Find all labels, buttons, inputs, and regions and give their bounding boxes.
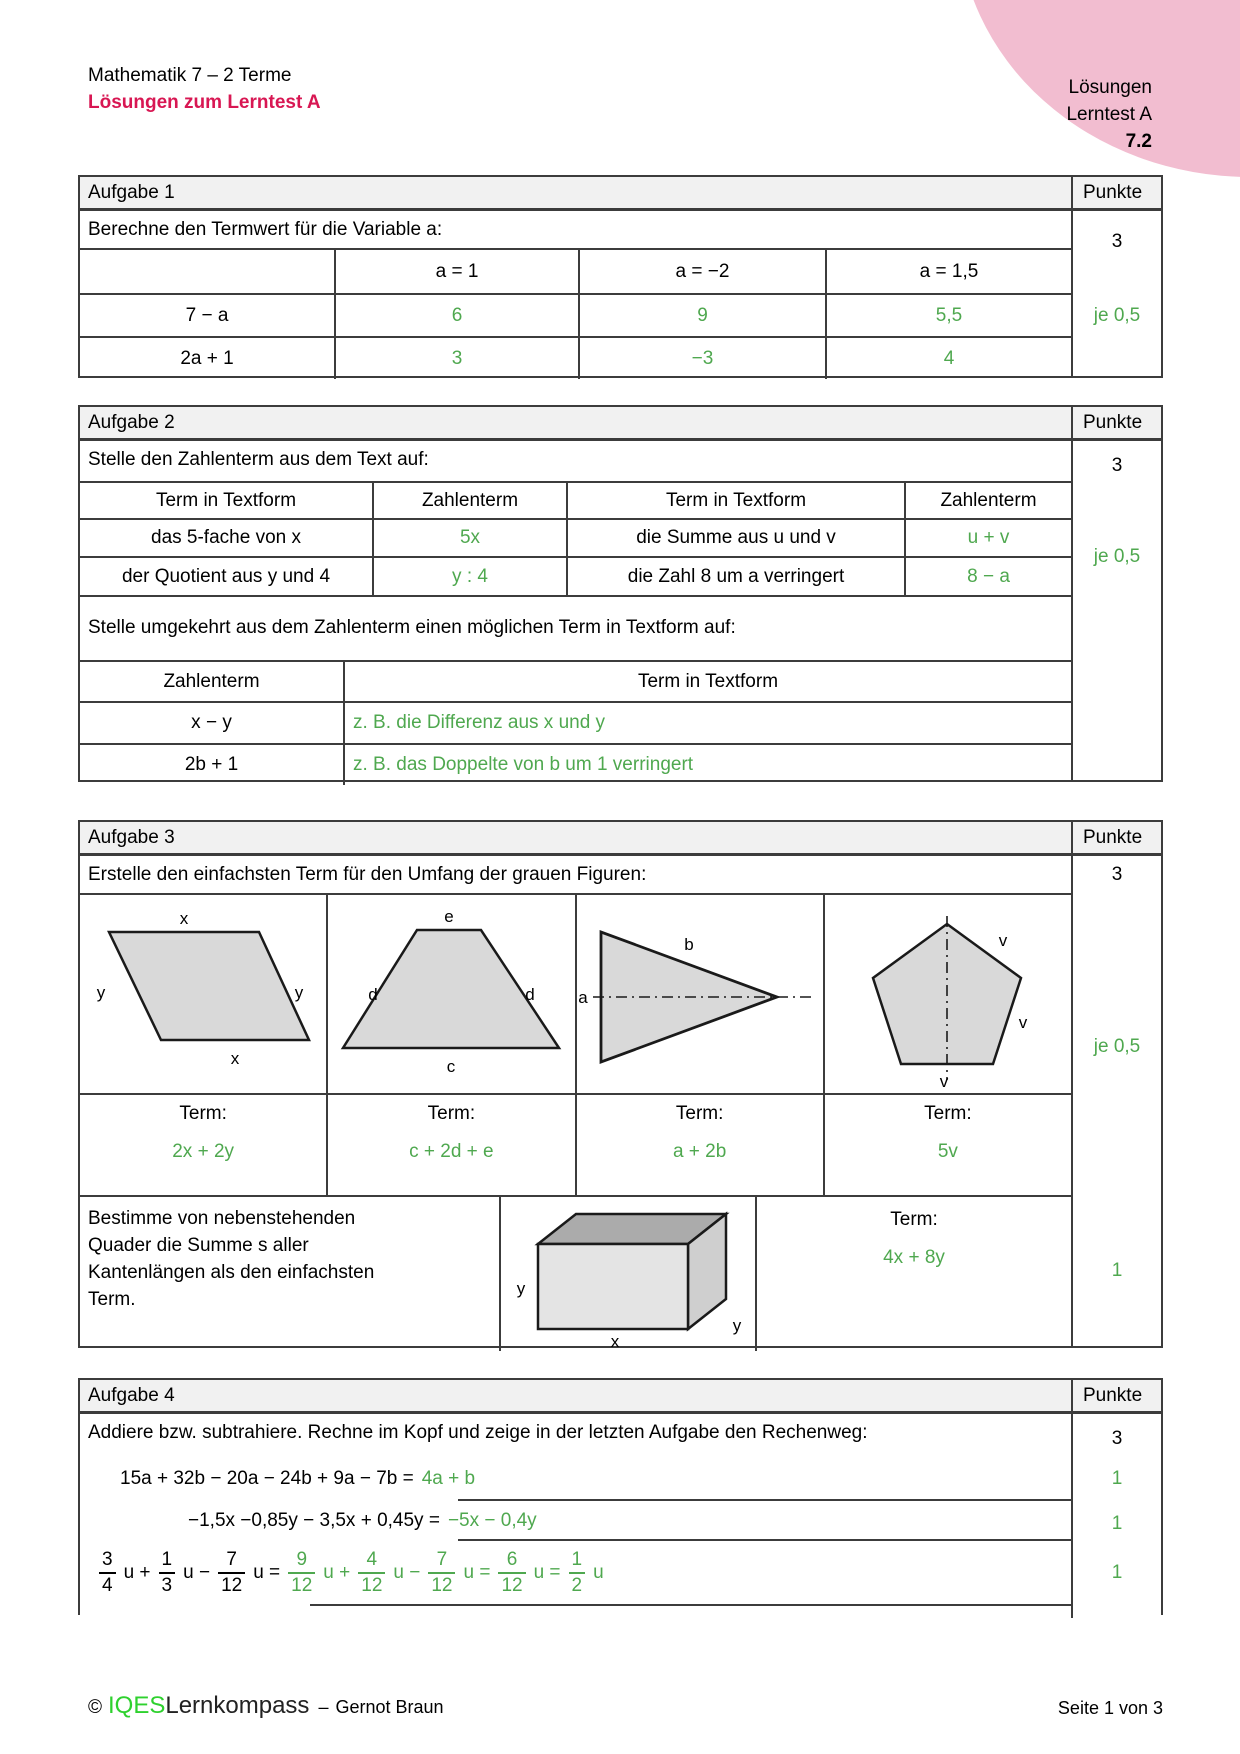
term-cell-pentagon: [823, 1095, 1071, 1195]
task4-instruction: Addiere bzw. subtrahiere. Rechne im Kopf und zeige in der letzten Aufgabe den Rechenweg:: [88, 1422, 868, 1443]
edge-label: v: [999, 931, 1008, 950]
figure-parallelogram: [80, 895, 326, 1093]
parallelogram-drawing: [81, 898, 326, 1090]
task2-table1-headers: [80, 483, 1071, 519]
task2-table1-row-2: [80, 557, 1071, 595]
edge-label: y: [96, 983, 105, 1002]
quader-text-line: Term.: [88, 1289, 136, 1310]
task2-col-header: Zahlenterm: [905, 483, 1071, 519]
brand-lernkompass: Lernkompass: [165, 1692, 310, 1719]
task2-answer-cell: z. B. die Differenz aus x und y: [344, 702, 1071, 744]
task2-term-text-table: [80, 660, 1071, 785]
task1-points-header: Punkte: [1071, 177, 1161, 208]
corner-line-loesungen: Lösungen: [1068, 77, 1152, 98]
task4-equation-3: $\frac{3}{4}$ u + $\frac{1}{3}$ u − $\frac{7}{12}$ u = $\frac{9}{12}$ u + $\frac{4}{12}$ u − $\frac{7}{12}$ u = $\frac{6}{12}$ u = $\frac{1}{2}$ u: [80, 1541, 1071, 1606]
term-answer: a + 2b: [672, 1141, 727, 1162]
task3-quader-row: [80, 1195, 1071, 1351]
task1-row-2: [80, 337, 1071, 379]
fraction: $\frac{3}{4}$: [99, 1548, 116, 1598]
task1-col-header-a1: a = 1: [335, 250, 579, 294]
task2-col-header: Term in Textform: [344, 662, 1071, 702]
term-answer: 5v: [937, 1141, 958, 1162]
page-header: [88, 62, 321, 116]
task1-answer-cell: 5,5: [826, 294, 1071, 337]
task2-term-cell: x − y: [80, 702, 344, 744]
brand-iqes: IQES: [108, 1692, 166, 1719]
corner-line-chapter: 7.2: [1125, 131, 1152, 152]
term-label: Term:: [179, 1103, 227, 1124]
term-label: Term:: [427, 1103, 476, 1124]
task2-table2-row-2: [80, 744, 1071, 785]
quader-text-line: Bestimme von nebenstehenden: [88, 1208, 356, 1229]
edge-label: x: [230, 1049, 239, 1068]
quader-text-line: Kantenlängen als den einfachsten: [88, 1262, 375, 1283]
task3-instruction: Erstelle den einfachsten Term für den Umfang der grauen Figuren:: [88, 864, 647, 885]
task1-points-column: [1071, 211, 1161, 377]
term-cell-triangle: [575, 1095, 823, 1195]
task3-points-header: Punkte: [1071, 822, 1161, 853]
term-label: Term:: [890, 1209, 938, 1230]
task1-instruction: Berechne den Termwert für die Variable a:: [88, 219, 443, 240]
figure-trapezoid: [326, 895, 574, 1093]
edge-label: y: [732, 1316, 742, 1335]
task4-table: [78, 1378, 1163, 1615]
term-answer: 4x + 8y: [883, 1247, 945, 1268]
trapezoid-drawing: [329, 898, 574, 1090]
task2-table1-row-1: [80, 519, 1071, 557]
quader-term-cell: [755, 1197, 1071, 1351]
document-title: Lösungen zum Lerntest A: [88, 92, 321, 113]
task1-title: Aufgabe 1: [88, 182, 175, 203]
fraction: $\frac{1}{3}$: [159, 1548, 176, 1598]
task2-answer-cell: 5x: [373, 519, 567, 557]
task4-points-eq3: 1: [1111, 1562, 1123, 1583]
task3-term-row: [80, 1093, 1071, 1195]
edge-label: x: [179, 909, 188, 928]
term-answer: c + 2d + e: [409, 1141, 494, 1162]
figure-pentagon: [823, 895, 1071, 1093]
fraction: $\frac{6}{12}$: [498, 1548, 525, 1598]
task1-term-cell: 7 − a: [80, 294, 335, 337]
task1-answer-cell: 9: [579, 294, 826, 337]
edge-label: b: [684, 935, 694, 954]
task1-answer-cell: 3: [335, 337, 579, 379]
task2-col-header: Term in Textform: [567, 483, 905, 519]
task2-points-column: [1071, 441, 1161, 781]
footer-separator: –: [318, 1697, 329, 1717]
task2-col-header: Zahlenterm: [80, 662, 344, 702]
task1-header-row: [80, 177, 1161, 211]
edge-label: d: [368, 985, 378, 1004]
task1-answer-cell: −3: [579, 337, 826, 379]
fraction: $\frac{9}{12}$: [288, 1548, 315, 1598]
task1-row-1: [80, 294, 1071, 337]
page-number: Seite 1 von 3: [1057, 1698, 1163, 1718]
task2-text-cell: die Summe aus u und v: [567, 519, 905, 557]
task2-table2-headers: [80, 662, 1071, 702]
task3-points-total: 3: [1111, 864, 1123, 885]
equation-problem: −1,5x −0,85y − 3,5x + 0,45y =: [188, 1510, 440, 1531]
quader-text-line: Quader die Summe s aller: [88, 1235, 309, 1256]
edge-label: y: [516, 1279, 526, 1298]
task1-term-cell: 2a + 1: [80, 337, 335, 379]
task1-header-cells: [80, 250, 1071, 294]
footer: [88, 1692, 444, 1720]
term-label: Term:: [924, 1103, 972, 1124]
edge-label: a: [578, 988, 588, 1007]
term-cell-parallelogram: [80, 1095, 326, 1195]
task2-answer-cell: 8 − a: [905, 557, 1071, 595]
task4-equation-1: [80, 1455, 1071, 1501]
task4-title: Aufgabe 4: [88, 1385, 175, 1406]
edge-label: e: [444, 907, 454, 926]
figure-cuboid: [499, 1197, 755, 1351]
edge-label: v: [1019, 1013, 1028, 1032]
term-label: Term:: [675, 1103, 724, 1124]
task4-points-eq1: 1: [1111, 1468, 1123, 1489]
task2-text-term-table: [80, 481, 1071, 597]
task2-table2-row-1: [80, 702, 1071, 744]
task1-value-table: [80, 248, 1071, 379]
task2-answer-cell: y : 4: [373, 557, 567, 595]
task4-points-total: 3: [1111, 1428, 1123, 1449]
task1-table: [78, 175, 1163, 378]
task2-col-header: Term in Textform: [80, 483, 373, 519]
task2-text-cell: der Quotient aus y und 4: [80, 557, 373, 595]
task1-points-each: je 0,5: [1093, 305, 1141, 326]
edge-label: v: [940, 1072, 949, 1090]
task2-answer-cell: z. B. das Doppelte von b um 1 verringert: [344, 744, 1071, 785]
fraction: $\frac{7}{12}$: [428, 1548, 455, 1598]
term-answer: 2x + 2y: [172, 1141, 235, 1162]
fraction: $\frac{4}{12}$: [358, 1548, 385, 1598]
task2-points-header: Punkte: [1071, 407, 1161, 438]
task2-points-each: je 0,5: [1093, 546, 1141, 567]
copyright-icon: ©: [88, 1697, 102, 1718]
task2-instruction-1: Stelle den Zahlenterm aus dem Text auf:: [88, 449, 429, 470]
task2-answer-cell: u + v: [905, 519, 1071, 557]
task4-header-row: [80, 1380, 1161, 1414]
footer-author: Gernot Braun: [335, 1697, 444, 1717]
quader-task-text: [80, 1197, 499, 1351]
task4-equation-2: [80, 1501, 1071, 1541]
figure-triangle: [575, 895, 823, 1093]
task1-col-header-a2: a = −2: [579, 250, 826, 294]
task4-points-column: [1071, 1414, 1161, 1618]
task2-header-row: [80, 407, 1161, 441]
task2-text-cell: die Zahl 8 um a verringert: [567, 557, 905, 595]
term-cell-trapezoid: [326, 1095, 574, 1195]
task4-points-eq2: 1: [1111, 1513, 1123, 1534]
edge-label: y: [294, 983, 303, 1002]
equation-answer: −5x − 0,4y: [447, 1510, 537, 1531]
task2-instruction-2: Stelle umgekehrt aus dem Zahlenterm einen möglichen Term in Textform auf:: [88, 617, 736, 638]
fraction: $\frac{1}{2}$: [569, 1548, 586, 1598]
task4-continuation-stub: [80, 1606, 1071, 1618]
task3-points-each: je 0,5: [1093, 1036, 1141, 1057]
equation-answer: $\frac{9}{12}$ u + $\frac{4}{12}$ u − $\frac{7}{12}$ u = $\frac{6}{12}$ u = $\frac{1}{2}$ u: [285, 1562, 609, 1583]
pentagon-drawing: [825, 898, 1070, 1090]
equation-answer: 4a + b: [421, 1468, 476, 1489]
corner-label-block: [1066, 74, 1152, 155]
triangle-drawing: [577, 898, 822, 1090]
task2-points-total: 3: [1111, 455, 1123, 476]
task2-title: Aufgabe 2: [88, 412, 175, 433]
task3-figure-row: [80, 893, 1071, 1093]
edge-label: c: [446, 1057, 456, 1076]
fraction: $\frac{7}{12}$: [218, 1548, 245, 1598]
task3-points-quader: 1: [1111, 1260, 1123, 1281]
task1-answer-cell: 4: [826, 337, 1071, 379]
equation-problem: 15a + 32b − 20a − 24b + 9a − 7b =: [120, 1468, 414, 1489]
task3-header-row: [80, 822, 1161, 856]
task3-table: [78, 820, 1163, 1348]
cuboid-drawing: [503, 1199, 753, 1349]
task2-col-header: Zahlenterm: [373, 483, 567, 519]
task1-col-header-a3: a = 1,5: [826, 250, 1071, 294]
task2-text-cell: das 5-fache von x: [80, 519, 373, 557]
edge-label: x: [610, 1332, 620, 1349]
corner-line-lerntest: Lerntest A: [1066, 104, 1152, 125]
course-title: Mathematik 7 – 2 Terme: [88, 65, 292, 86]
task3-points-column: [1071, 856, 1161, 1347]
task1-points-total: 3: [1111, 231, 1123, 252]
task2-term-cell: 2b + 1: [80, 744, 344, 785]
edge-label: d: [525, 985, 535, 1004]
answer-underline: [310, 1604, 1071, 1606]
task4-points-header: Punkte: [1071, 1380, 1161, 1411]
task2-table: [78, 405, 1163, 782]
task3-title: Aufgabe 3: [88, 827, 175, 848]
task1-answer-cell: 6: [335, 294, 579, 337]
task1-empty-header-cell: [80, 250, 335, 294]
